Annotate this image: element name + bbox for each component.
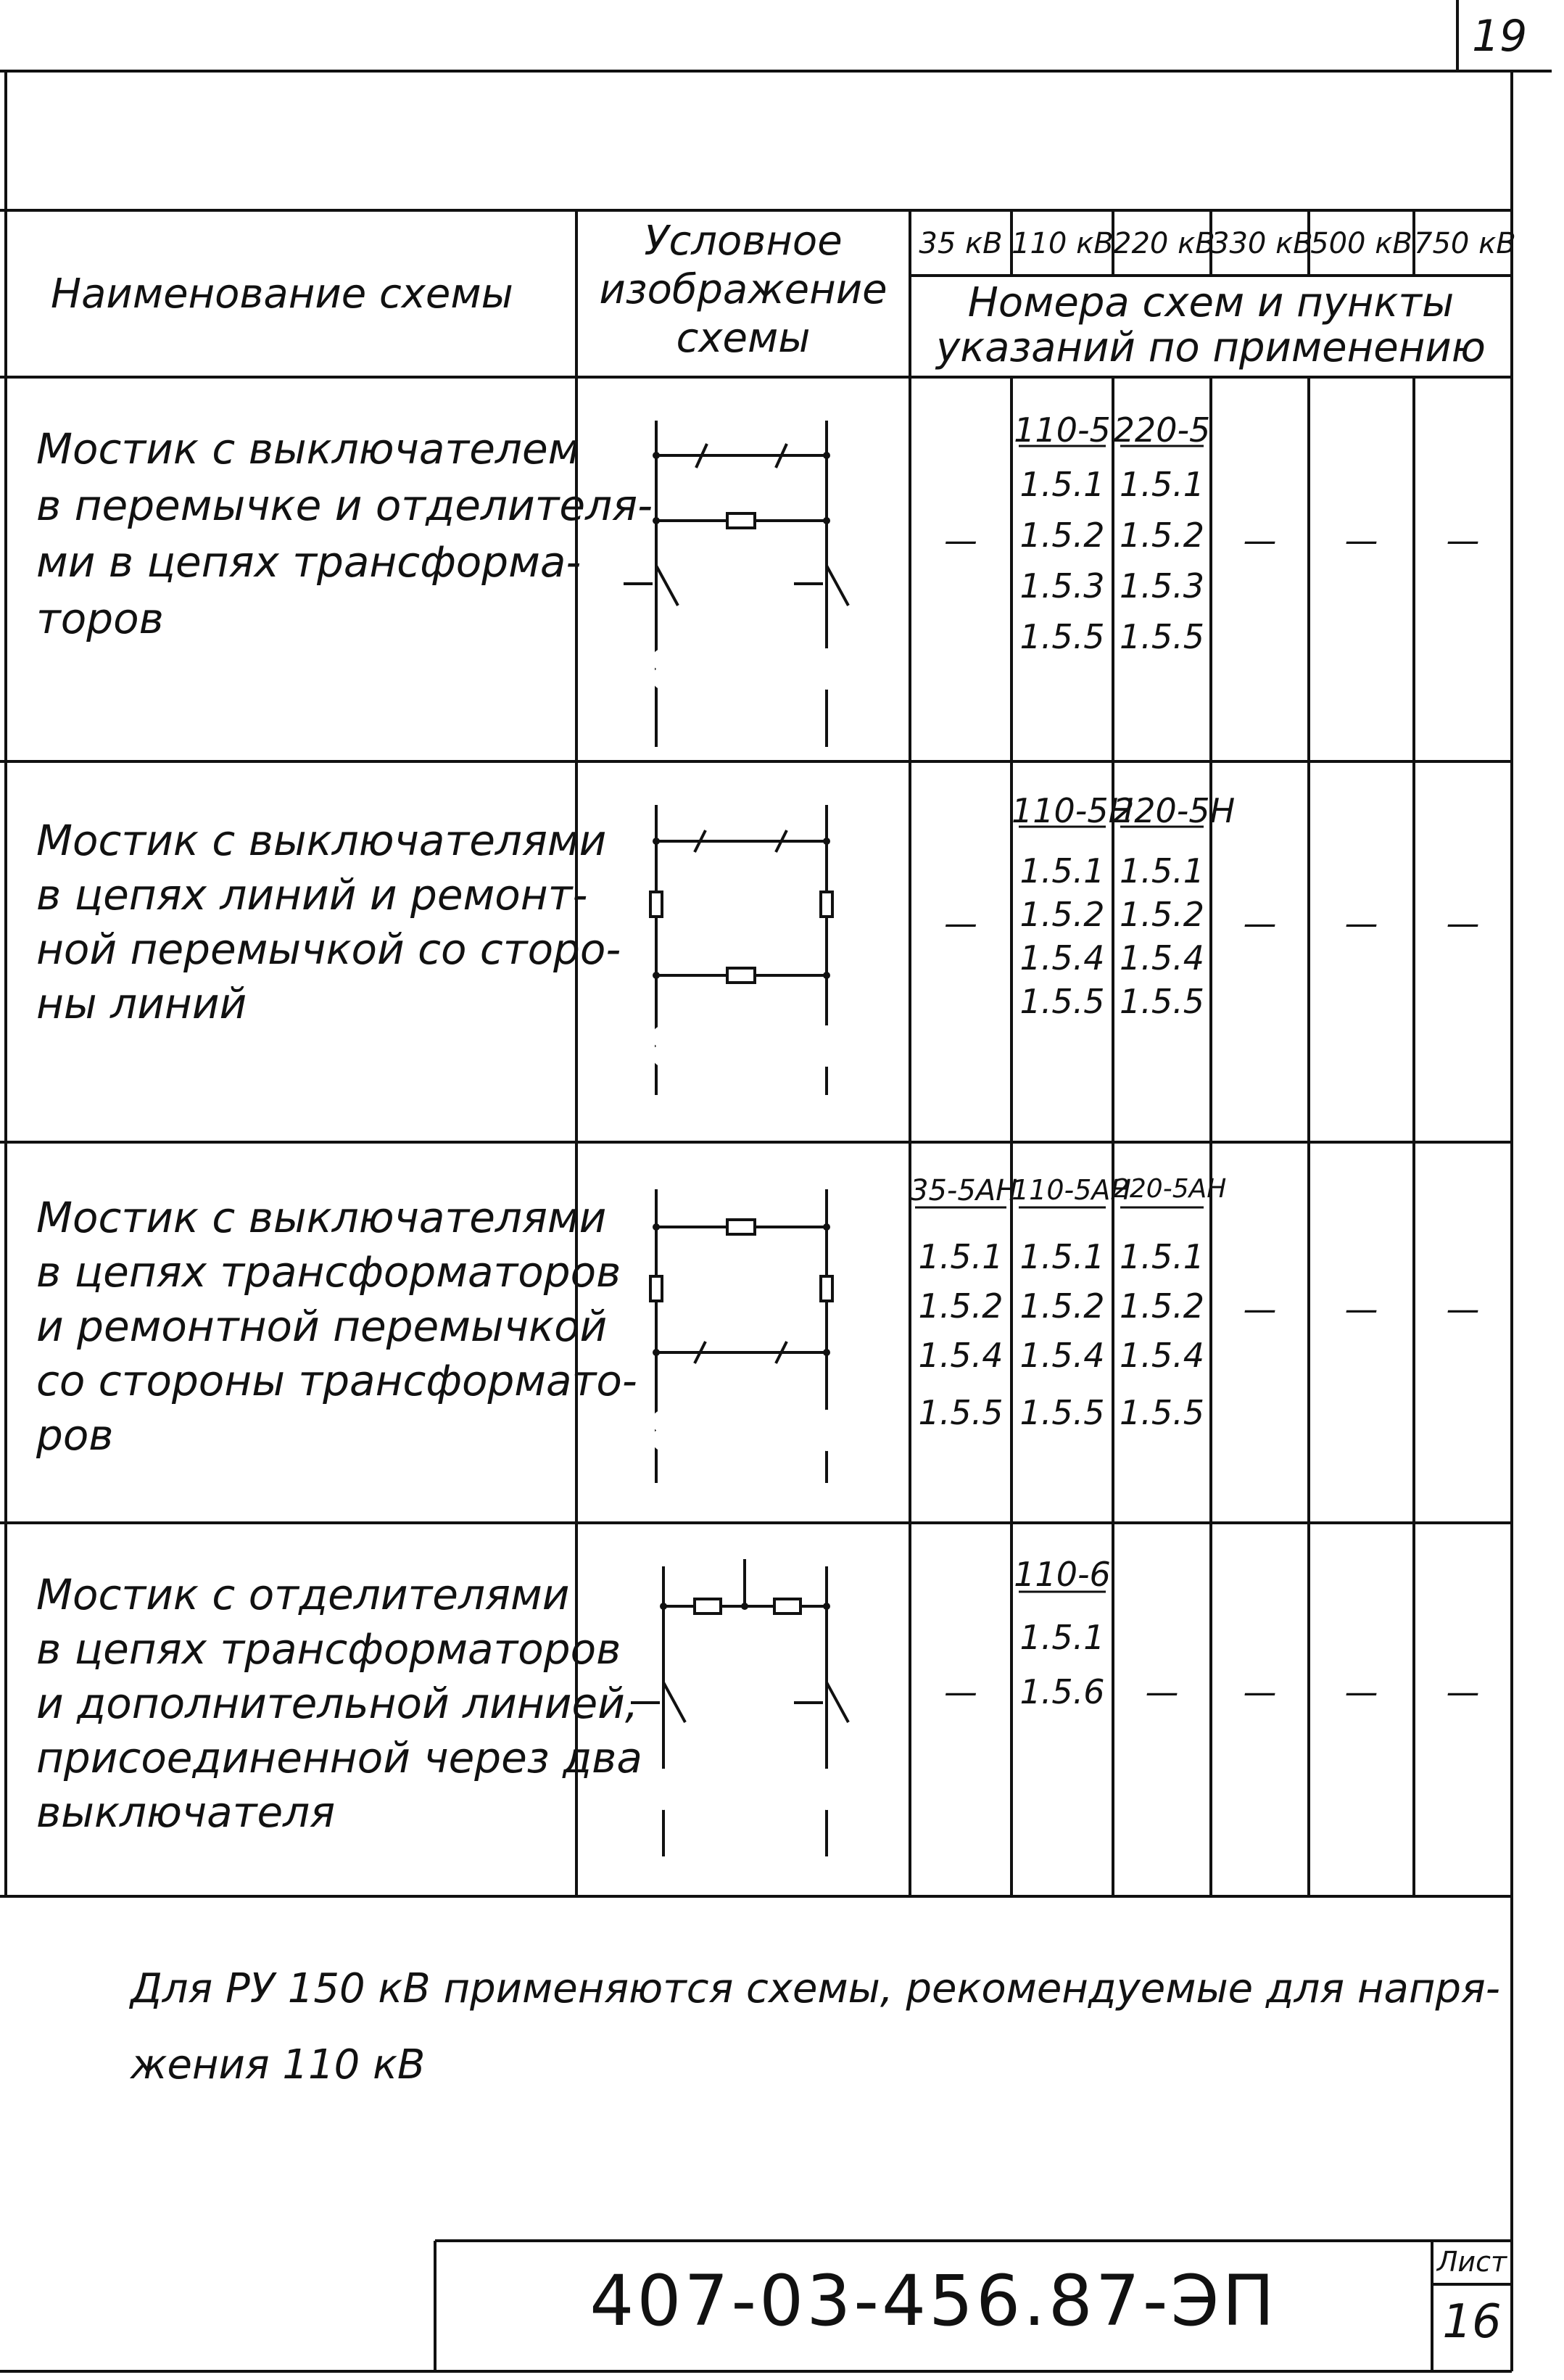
scheme-name-line: со стороны трансформато- bbox=[36, 1356, 637, 1405]
scheme-name-line: Мостик с выключателями bbox=[36, 1193, 607, 1242]
scheme-name-line: в цепях трансформаторов bbox=[36, 1624, 621, 1674]
cell-dash: — bbox=[1446, 1672, 1480, 1711]
scheme-number: 220-5Н bbox=[1113, 791, 1236, 830]
sheet-label: Лист bbox=[1436, 2246, 1507, 2278]
instruction-item: 1.5.3 bbox=[1019, 566, 1105, 606]
scheme-name-line: выключателя bbox=[36, 1788, 336, 1837]
scheme-diagram-1 bbox=[624, 421, 848, 747]
cell-dash: — bbox=[1243, 904, 1277, 943]
instruction-item: 1.5.2 bbox=[1019, 516, 1105, 555]
instruction-item: 1.5.2 bbox=[1019, 895, 1105, 934]
instruction-item: 1.5.2 bbox=[918, 1286, 1004, 1326]
cell-dash: — bbox=[1344, 521, 1378, 560]
instruction-item: 1.5.3 bbox=[1119, 566, 1205, 606]
instruction-item: 1.5.5 bbox=[918, 1393, 1004, 1432]
note-line: Для РУ 150 кВ применяются схемы, рекомендуемые для напря- bbox=[131, 1965, 1500, 2012]
scheme-diagrams bbox=[624, 421, 848, 1856]
header-name-col: Наименование схемы bbox=[51, 270, 513, 318]
instruction-item: 1.5.5 bbox=[1119, 617, 1205, 656]
scheme-number: 110-5Н bbox=[1011, 791, 1134, 830]
document-code: 407-03-456.87-ЭП bbox=[589, 2260, 1278, 2342]
instruction-item: 1.5.5 bbox=[1019, 1393, 1105, 1432]
voltage-label: 110 кВ bbox=[1011, 227, 1114, 260]
instruction-item: 1.5.2 bbox=[1119, 895, 1205, 934]
cell-dash: — bbox=[1344, 1672, 1378, 1711]
scheme-number: 220-5АН bbox=[1113, 1174, 1227, 1204]
instruction-item: 1.5.5 bbox=[1119, 982, 1205, 1021]
instruction-item: 1.5.4 bbox=[918, 1336, 1004, 1375]
instruction-item: 1.5.1 bbox=[918, 1237, 1004, 1276]
cell-dash: — bbox=[1446, 1289, 1480, 1329]
instruction-item: 1.5.1 bbox=[1119, 1237, 1205, 1276]
scheme-name-line: и ремонтной перемычкой bbox=[36, 1302, 608, 1351]
cell-dash: — bbox=[944, 904, 977, 943]
page-corner-number: 19 bbox=[1472, 11, 1528, 62]
voltage-label: 500 кВ bbox=[1310, 227, 1412, 260]
instruction-item: 1.5.1 bbox=[1119, 465, 1205, 504]
numbers-caption-line: указаний по применению bbox=[936, 324, 1486, 371]
scheme-name-line: присоединенной через два bbox=[36, 1733, 642, 1782]
sheet-number: 16 bbox=[1442, 2295, 1502, 2349]
header-symbol-line: Условное bbox=[644, 218, 843, 265]
instruction-item: 1.5.1 bbox=[1019, 851, 1105, 891]
instruction-item: 1.5.4 bbox=[1119, 1336, 1205, 1375]
cell-dash: — bbox=[1243, 1289, 1277, 1329]
scheme-diagram-3 bbox=[650, 1189, 838, 1483]
voltage-label: 220 кВ bbox=[1113, 227, 1215, 260]
instruction-item: 1.5.2 bbox=[1119, 516, 1205, 555]
scheme-name-line: ны линий bbox=[36, 979, 247, 1028]
instruction-item: 1.5.1 bbox=[1119, 851, 1205, 891]
voltage-label: 750 кВ bbox=[1414, 227, 1516, 260]
scheme-diagram-4 bbox=[631, 1559, 848, 1856]
scheme-name-line: Мостик с выключателями bbox=[36, 816, 607, 865]
instruction-item: 1.5.1 bbox=[1019, 1618, 1105, 1657]
instruction-item: 1.5.2 bbox=[1119, 1286, 1205, 1326]
instruction-item: 1.5.6 bbox=[1019, 1672, 1105, 1711]
header-symbol-line: изображение bbox=[599, 266, 887, 313]
scheme-name-line: и дополнительной линией, bbox=[36, 1679, 639, 1728]
scheme-number: 110-6 bbox=[1014, 1555, 1111, 1594]
instruction-item: 1.5.4 bbox=[1119, 938, 1205, 978]
scheme-name-line: ров bbox=[36, 1410, 114, 1460]
instruction-item: 1.5.1 bbox=[1019, 1237, 1105, 1276]
instruction-item: 1.5.4 bbox=[1019, 938, 1105, 978]
instruction-item: 1.5.2 bbox=[1019, 1286, 1105, 1326]
scheme-name-line: Мостик с выключателем bbox=[36, 424, 580, 474]
cell-dash: — bbox=[1344, 904, 1378, 943]
scheme-name-line: Мостик с отделителями bbox=[36, 1570, 570, 1619]
scheme-diagram-2 bbox=[650, 805, 838, 1095]
cell-dash: — bbox=[1243, 521, 1277, 560]
note-line: жения 110 кВ bbox=[131, 2041, 426, 2088]
scheme-name-line: ми в цепях трансформа- bbox=[36, 537, 582, 587]
instruction-item: 1.5.5 bbox=[1119, 1393, 1205, 1432]
scheme-name-line: в цепях трансформаторов bbox=[36, 1247, 621, 1297]
cell-dash: — bbox=[1243, 1672, 1277, 1711]
cell-dash: — bbox=[1145, 1672, 1179, 1711]
cell-dash: — bbox=[1446, 904, 1480, 943]
instruction-item: 1.5.5 bbox=[1019, 617, 1105, 656]
scheme-number: 220-5 bbox=[1113, 410, 1211, 450]
header-symbol-line: схемы bbox=[676, 315, 811, 362]
instruction-item: 1.5.1 bbox=[1019, 465, 1105, 504]
cell-dash: — bbox=[944, 1672, 977, 1711]
scheme-name-line: торов bbox=[36, 594, 164, 643]
numbers-caption-line: Номера схем и пункты bbox=[967, 279, 1455, 326]
scheme-number: 110-5 bbox=[1014, 410, 1111, 450]
scheme-number: 35-5АН bbox=[910, 1174, 1018, 1207]
cell-dash: — bbox=[1446, 521, 1480, 560]
instruction-item: 1.5.5 bbox=[1019, 982, 1105, 1021]
scheme-name-line: в перемычке и отделителя- bbox=[36, 481, 653, 530]
cell-dash: — bbox=[1344, 1289, 1378, 1329]
scheme-name-line: ной перемычкой со сторо- bbox=[36, 925, 621, 974]
scheme-number: 110-5АН bbox=[1011, 1174, 1131, 1206]
cell-dash: — bbox=[944, 521, 977, 560]
instruction-item: 1.5.4 bbox=[1019, 1336, 1105, 1375]
voltage-label: 330 кВ bbox=[1211, 227, 1313, 260]
scheme-name-line: в цепях линий и ремонт- bbox=[36, 870, 588, 920]
voltage-label: 35 кВ bbox=[919, 227, 1003, 260]
